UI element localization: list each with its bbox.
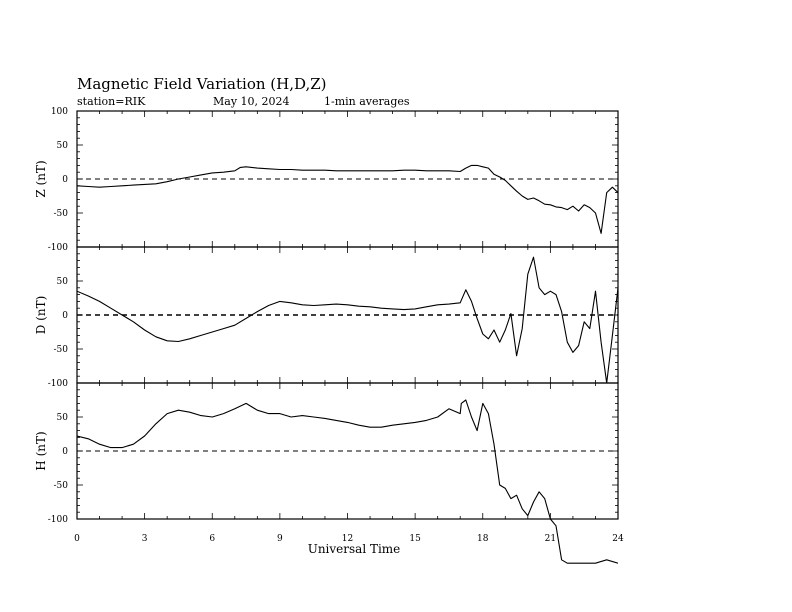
y-tick-label-z: 50	[56, 141, 68, 151]
data-line-z	[77, 165, 618, 233]
x-tick-label: 3	[141, 534, 148, 544]
chart-title: Magnetic Field Variation (H,D,Z)	[77, 75, 327, 93]
data-line-d	[77, 257, 618, 383]
x-tick-label: 18	[477, 534, 489, 544]
y-tick-label-d: 50	[56, 277, 68, 287]
x-tick-label: 21	[544, 534, 557, 544]
y-tick-label-h: -50	[53, 481, 68, 491]
x-axis-label: Universal Time	[307, 542, 401, 556]
y-axis-label-z: Z (nT)	[34, 160, 48, 198]
x-tick-label: 0	[74, 534, 80, 544]
y-axis-label-d: D (nT)	[34, 295, 48, 335]
y-tick-label-z: 100	[50, 107, 68, 117]
x-tick-label: 6	[209, 534, 216, 544]
y-tick-label-d: -50	[53, 345, 68, 355]
station-label: station=RIK	[77, 95, 146, 108]
y-tick-label-d: -100	[47, 379, 68, 389]
y-tick-label-z: -100	[47, 243, 68, 253]
y-tick-label-h: 0	[62, 447, 68, 457]
y-tick-label-z: 0	[62, 175, 68, 185]
date-label: May 10, 2024	[213, 95, 290, 108]
averaging-label: 1-min averages	[324, 95, 410, 108]
x-tick-label: 15	[409, 534, 421, 544]
x-tick-label: 9	[277, 534, 283, 544]
y-axis-label-h: H (nT)	[34, 431, 48, 471]
y-tick-label-h: -100	[47, 515, 68, 525]
y-tick-label-d: 0	[62, 311, 68, 321]
y-tick-label-h: 50	[56, 413, 68, 423]
x-tick-label: 24	[612, 534, 624, 544]
y-tick-label-z: -50	[53, 209, 68, 219]
x-tick-label: 12	[341, 534, 354, 544]
